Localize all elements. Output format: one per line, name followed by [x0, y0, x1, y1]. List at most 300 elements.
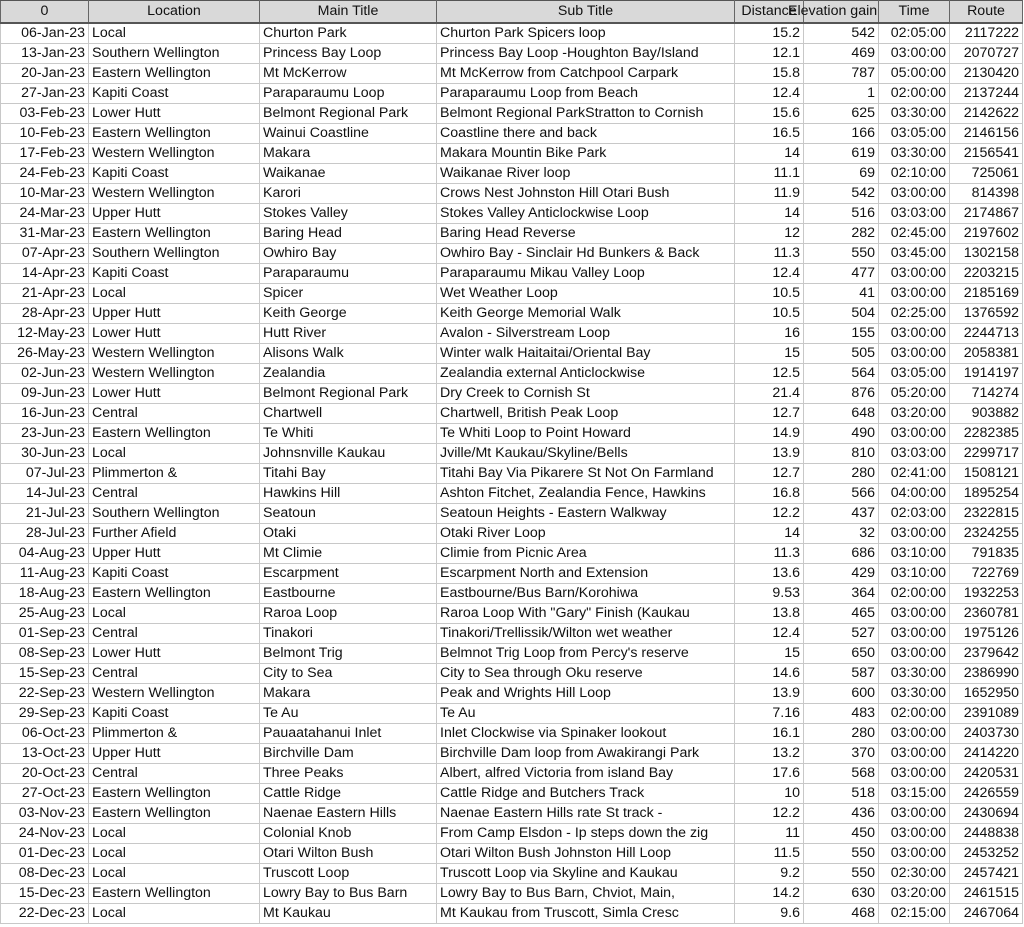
location-cell[interactable]: Central [89, 624, 260, 644]
date-cell[interactable]: 28-Apr-23 [1, 304, 89, 324]
distance-cell[interactable]: 14 [735, 144, 804, 164]
route-cell[interactable]: 1508121 [950, 464, 1023, 484]
elevation-gain-cell[interactable]: 587 [804, 664, 879, 684]
time-cell[interactable]: 05:20:00 [879, 384, 950, 404]
sub-title-cell[interactable]: Coastline there and back [437, 124, 735, 144]
sub-title-cell[interactable]: Avalon - Silverstream Loop [437, 324, 735, 344]
main-title-cell[interactable]: Makara [260, 144, 437, 164]
main-title-cell[interactable]: Colonial Knob [260, 824, 437, 844]
sub-title-cell[interactable]: Seatoun Heights - Eastern Walkway [437, 504, 735, 524]
main-title-cell[interactable]: Paraparaumu Loop [260, 84, 437, 104]
elevation-gain-cell[interactable]: 504 [804, 304, 879, 324]
route-cell[interactable]: 1302158 [950, 244, 1023, 264]
route-cell[interactable]: 2197602 [950, 224, 1023, 244]
distance-cell[interactable]: 11.5 [735, 844, 804, 864]
main-title-cell[interactable]: Keith George [260, 304, 437, 324]
main-title-cell[interactable]: Titahi Bay [260, 464, 437, 484]
main-title-cell[interactable]: Naenae Eastern Hills [260, 804, 437, 824]
date-cell[interactable]: 27-Jan-23 [1, 84, 89, 104]
elevation-gain-cell[interactable]: 505 [804, 344, 879, 364]
location-cell[interactable]: Southern Wellington [89, 244, 260, 264]
elevation-gain-cell[interactable]: 469 [804, 44, 879, 64]
main-title-cell[interactable]: Otari Wilton Bush [260, 844, 437, 864]
elevation-gain-cell[interactable]: 542 [804, 184, 879, 204]
location-cell[interactable]: Local [89, 444, 260, 464]
main-title-cell[interactable]: Princess Bay Loop [260, 44, 437, 64]
time-cell[interactable]: 03:05:00 [879, 124, 950, 144]
sub-title-cell[interactable]: Cattle Ridge and Butchers Track [437, 784, 735, 804]
route-cell[interactable]: 2430694 [950, 804, 1023, 824]
main-title-cell[interactable]: Johnsnville Kaukau [260, 444, 437, 464]
route-cell[interactable]: 725061 [950, 164, 1023, 184]
distance-cell[interactable]: 9.6 [735, 904, 804, 924]
main-title-cell[interactable]: Pauaatahanui Inlet [260, 724, 437, 744]
distance-cell[interactable]: 12.2 [735, 504, 804, 524]
column-header-time[interactable]: Time [879, 1, 950, 24]
sub-title-cell[interactable]: Makara Mountin Bike Park [437, 144, 735, 164]
time-cell[interactable]: 03:03:00 [879, 444, 950, 464]
route-cell[interactable]: 2070727 [950, 44, 1023, 64]
date-cell[interactable]: 15-Sep-23 [1, 664, 89, 684]
sub-title-cell[interactable]: Birchville Dam loop from Awakirangi Park [437, 744, 735, 764]
column-header-main-title[interactable]: Main Title [260, 1, 437, 24]
elevation-gain-cell[interactable]: 370 [804, 744, 879, 764]
main-title-cell[interactable]: Alisons Walk [260, 344, 437, 364]
date-cell[interactable]: 06-Jan-23 [1, 23, 89, 44]
date-cell[interactable]: 06-Oct-23 [1, 724, 89, 744]
elevation-gain-cell[interactable]: 550 [804, 844, 879, 864]
date-cell[interactable]: 24-Feb-23 [1, 164, 89, 184]
time-cell[interactable]: 03:00:00 [879, 44, 950, 64]
time-cell[interactable]: 03:00:00 [879, 264, 950, 284]
sub-title-cell[interactable]: Peak and Wrights Hill Loop [437, 684, 735, 704]
date-cell[interactable]: 15-Dec-23 [1, 884, 89, 904]
sub-title-cell[interactable]: Churton Park Spicers loop [437, 23, 735, 44]
time-cell[interactable]: 03:30:00 [879, 144, 950, 164]
distance-cell[interactable]: 13.9 [735, 444, 804, 464]
distance-cell[interactable]: 13.6 [735, 564, 804, 584]
time-cell[interactable]: 03:00:00 [879, 804, 950, 824]
sub-title-cell[interactable]: Naenae Eastern Hills rate St track - [437, 804, 735, 824]
distance-cell[interactable]: 10 [735, 784, 804, 804]
elevation-gain-cell[interactable]: 566 [804, 484, 879, 504]
time-cell[interactable]: 02:05:00 [879, 23, 950, 44]
location-cell[interactable]: Upper Hutt [89, 744, 260, 764]
elevation-gain-cell[interactable]: 437 [804, 504, 879, 524]
route-cell[interactable]: 2058381 [950, 344, 1023, 364]
main-title-cell[interactable]: Three Peaks [260, 764, 437, 784]
time-cell[interactable]: 03:00:00 [879, 424, 950, 444]
date-cell[interactable]: 31-Mar-23 [1, 224, 89, 244]
main-title-cell[interactable]: Chartwell [260, 404, 437, 424]
route-cell[interactable]: 2426559 [950, 784, 1023, 804]
route-cell[interactable]: 2174867 [950, 204, 1023, 224]
sub-title-cell[interactable]: Truscott Loop via Skyline and Kaukau [437, 864, 735, 884]
distance-cell[interactable]: 11 [735, 824, 804, 844]
sub-title-cell[interactable]: Te Whiti Loop to Point Howard [437, 424, 735, 444]
main-title-cell[interactable]: Mt Kaukau [260, 904, 437, 924]
elevation-gain-cell[interactable]: 1 [804, 84, 879, 104]
elevation-gain-cell[interactable]: 490 [804, 424, 879, 444]
time-cell[interactable]: 02:00:00 [879, 584, 950, 604]
sub-title-cell[interactable]: Mt Kaukau from Truscott, Simla Cresc [437, 904, 735, 924]
time-cell[interactable]: 03:00:00 [879, 744, 950, 764]
distance-cell[interactable]: 12.5 [735, 364, 804, 384]
sub-title-cell[interactable]: Jville/Mt Kaukau/Skyline/Bells [437, 444, 735, 464]
sub-title-cell[interactable]: Winter walk Haitaitai/Oriental Bay [437, 344, 735, 364]
elevation-gain-cell[interactable]: 280 [804, 724, 879, 744]
main-title-cell[interactable]: Otaki [260, 524, 437, 544]
date-cell[interactable]: 01-Dec-23 [1, 844, 89, 864]
route-cell[interactable]: 791835 [950, 544, 1023, 564]
sub-title-cell[interactable]: Tinakori/Trellissik/Wilton wet weather [437, 624, 735, 644]
route-cell[interactable]: 2467064 [950, 904, 1023, 924]
date-cell[interactable]: 11-Aug-23 [1, 564, 89, 584]
elevation-gain-cell[interactable]: 41 [804, 284, 879, 304]
column-header-date[interactable]: 0 [1, 1, 89, 24]
sub-title-cell[interactable]: Ashton Fitchet, Zealandia Fence, Hawkins [437, 484, 735, 504]
time-cell[interactable]: 03:00:00 [879, 764, 950, 784]
location-cell[interactable]: Western Wellington [89, 364, 260, 384]
route-cell[interactable]: 1895254 [950, 484, 1023, 504]
route-cell[interactable]: 2453252 [950, 844, 1023, 864]
route-cell[interactable]: 2448838 [950, 824, 1023, 844]
location-cell[interactable]: Lower Hutt [89, 384, 260, 404]
time-cell[interactable]: 03:00:00 [879, 644, 950, 664]
distance-cell[interactable]: 11.9 [735, 184, 804, 204]
main-title-cell[interactable]: Zealandia [260, 364, 437, 384]
date-cell[interactable]: 22-Dec-23 [1, 904, 89, 924]
elevation-gain-cell[interactable]: 648 [804, 404, 879, 424]
route-cell[interactable]: 2156541 [950, 144, 1023, 164]
date-cell[interactable]: 20-Oct-23 [1, 764, 89, 784]
route-cell[interactable]: 2142622 [950, 104, 1023, 124]
elevation-gain-cell[interactable]: 876 [804, 384, 879, 404]
elevation-gain-cell[interactable]: 619 [804, 144, 879, 164]
sub-title-cell[interactable]: Stokes Valley Anticlockwise Loop [437, 204, 735, 224]
location-cell[interactable]: Local [89, 904, 260, 924]
sub-title-cell[interactable]: Baring Head Reverse [437, 224, 735, 244]
elevation-gain-cell[interactable]: 364 [804, 584, 879, 604]
date-cell[interactable]: 25-Aug-23 [1, 604, 89, 624]
time-cell[interactable]: 05:00:00 [879, 64, 950, 84]
date-cell[interactable]: 16-Jun-23 [1, 404, 89, 424]
sub-title-cell[interactable]: Waikanae River loop [437, 164, 735, 184]
main-title-cell[interactable]: Escarpment [260, 564, 437, 584]
time-cell[interactable]: 02:41:00 [879, 464, 950, 484]
time-cell[interactable]: 03:10:00 [879, 544, 950, 564]
route-cell[interactable]: 2414220 [950, 744, 1023, 764]
date-cell[interactable]: 14-Jul-23 [1, 484, 89, 504]
main-title-cell[interactable]: Owhiro Bay [260, 244, 437, 264]
elevation-gain-cell[interactable]: 465 [804, 604, 879, 624]
location-cell[interactable]: Central [89, 664, 260, 684]
route-cell[interactable]: 2146156 [950, 124, 1023, 144]
time-cell[interactable]: 03:20:00 [879, 404, 950, 424]
main-title-cell[interactable]: Baring Head [260, 224, 437, 244]
location-cell[interactable]: Eastern Wellington [89, 224, 260, 244]
route-cell[interactable]: 1932253 [950, 584, 1023, 604]
time-cell[interactable]: 03:45:00 [879, 244, 950, 264]
location-cell[interactable]: Eastern Wellington [89, 64, 260, 84]
main-title-cell[interactable]: Mt Climie [260, 544, 437, 564]
location-cell[interactable]: Western Wellington [89, 684, 260, 704]
distance-cell[interactable]: 13.9 [735, 684, 804, 704]
main-title-cell[interactable]: Belmont Trig [260, 644, 437, 664]
location-cell[interactable]: Southern Wellington [89, 504, 260, 524]
main-title-cell[interactable]: Birchville Dam [260, 744, 437, 764]
sub-title-cell[interactable]: Otaki River Loop [437, 524, 735, 544]
main-title-cell[interactable]: Hutt River [260, 324, 437, 344]
location-cell[interactable]: Kapiti Coast [89, 84, 260, 104]
main-title-cell[interactable]: Tinakori [260, 624, 437, 644]
time-cell[interactable]: 03:00:00 [879, 524, 950, 544]
distance-cell[interactable]: 16 [735, 324, 804, 344]
column-header-location[interactable]: Location [89, 1, 260, 24]
date-cell[interactable]: 14-Apr-23 [1, 264, 89, 284]
elevation-gain-cell[interactable]: 483 [804, 704, 879, 724]
distance-cell[interactable]: 14.2 [735, 884, 804, 904]
location-cell[interactable]: Kapiti Coast [89, 704, 260, 724]
date-cell[interactable]: 08-Sep-23 [1, 644, 89, 664]
distance-cell[interactable]: 13.2 [735, 744, 804, 764]
date-cell[interactable]: 21-Apr-23 [1, 284, 89, 304]
route-cell[interactable]: 2386990 [950, 664, 1023, 684]
date-cell[interactable]: 03-Feb-23 [1, 104, 89, 124]
elevation-gain-cell[interactable]: 477 [804, 264, 879, 284]
location-cell[interactable]: Local [89, 284, 260, 304]
elevation-gain-cell[interactable]: 625 [804, 104, 879, 124]
location-cell[interactable]: Upper Hutt [89, 304, 260, 324]
date-cell[interactable]: 01-Sep-23 [1, 624, 89, 644]
location-cell[interactable]: Kapiti Coast [89, 564, 260, 584]
sub-title-cell[interactable]: Dry Creek to Cornish St [437, 384, 735, 404]
route-cell[interactable]: 2457421 [950, 864, 1023, 884]
elevation-gain-cell[interactable]: 155 [804, 324, 879, 344]
main-title-cell[interactable]: Te Au [260, 704, 437, 724]
distance-cell[interactable]: 21.4 [735, 384, 804, 404]
elevation-gain-cell[interactable]: 550 [804, 864, 879, 884]
sub-title-cell[interactable]: Escarpment North and Extension [437, 564, 735, 584]
elevation-gain-cell[interactable]: 550 [804, 244, 879, 264]
location-cell[interactable]: Further Afield [89, 524, 260, 544]
sub-title-cell[interactable]: Crows Nest Johnston Hill Otari Bush [437, 184, 735, 204]
column-header-elevation-gain[interactable]: Elevation gain [804, 1, 879, 24]
sub-title-cell[interactable]: Albert, alfred Victoria from island Bay [437, 764, 735, 784]
route-cell[interactable]: 2360781 [950, 604, 1023, 624]
main-title-cell[interactable]: Waikanae [260, 164, 437, 184]
distance-cell[interactable]: 14 [735, 204, 804, 224]
location-cell[interactable]: Plimmerton & [89, 724, 260, 744]
location-cell[interactable]: Lower Hutt [89, 644, 260, 664]
sub-title-cell[interactable]: Paraparaumu Loop from Beach [437, 84, 735, 104]
main-title-cell[interactable]: Seatoun [260, 504, 437, 524]
date-cell[interactable]: 30-Jun-23 [1, 444, 89, 464]
elevation-gain-cell[interactable]: 686 [804, 544, 879, 564]
elevation-gain-cell[interactable]: 527 [804, 624, 879, 644]
location-cell[interactable]: Western Wellington [89, 344, 260, 364]
sub-title-cell[interactable]: Otari Wilton Bush Johnston Hill Loop [437, 844, 735, 864]
time-cell[interactable]: 02:00:00 [879, 84, 950, 104]
location-cell[interactable]: Kapiti Coast [89, 264, 260, 284]
main-title-cell[interactable]: Wainui Coastline [260, 124, 437, 144]
main-title-cell[interactable]: Truscott Loop [260, 864, 437, 884]
route-cell[interactable]: 903882 [950, 404, 1023, 424]
route-cell[interactable]: 2282385 [950, 424, 1023, 444]
sub-title-cell[interactable]: Inlet Clockwise via Spinaker lookout [437, 724, 735, 744]
main-title-cell[interactable]: Lowry Bay to Bus Barn [260, 884, 437, 904]
sub-title-cell[interactable]: Zealandia external Anticlockwise [437, 364, 735, 384]
date-cell[interactable]: 17-Feb-23 [1, 144, 89, 164]
distance-cell[interactable]: 13.8 [735, 604, 804, 624]
sub-title-cell[interactable]: Te Au [437, 704, 735, 724]
location-cell[interactable]: Local [89, 864, 260, 884]
location-cell[interactable]: Upper Hutt [89, 544, 260, 564]
route-cell[interactable]: 2324255 [950, 524, 1023, 544]
sub-title-cell[interactable]: Mt McKerrow from Catchpool Carpark [437, 64, 735, 84]
sub-title-cell[interactable]: Lowry Bay to Bus Barn, Chviot, Main, [437, 884, 735, 904]
time-cell[interactable]: 03:30:00 [879, 104, 950, 124]
distance-cell[interactable]: 16.1 [735, 724, 804, 744]
date-cell[interactable]: 10-Feb-23 [1, 124, 89, 144]
elevation-gain-cell[interactable]: 600 [804, 684, 879, 704]
route-cell[interactable]: 722769 [950, 564, 1023, 584]
distance-cell[interactable]: 12.4 [735, 264, 804, 284]
distance-cell[interactable]: 14.6 [735, 664, 804, 684]
date-cell[interactable]: 09-Jun-23 [1, 384, 89, 404]
date-cell[interactable]: 22-Sep-23 [1, 684, 89, 704]
location-cell[interactable]: Eastern Wellington [89, 584, 260, 604]
elevation-gain-cell[interactable]: 630 [804, 884, 879, 904]
date-cell[interactable]: 24-Mar-23 [1, 204, 89, 224]
route-cell[interactable]: 714274 [950, 384, 1023, 404]
time-cell[interactable]: 03:00:00 [879, 344, 950, 364]
route-cell[interactable]: 1652950 [950, 684, 1023, 704]
distance-cell[interactable]: 12.4 [735, 84, 804, 104]
main-title-cell[interactable]: Makara [260, 684, 437, 704]
route-cell[interactable]: 2117222 [950, 23, 1023, 44]
distance-cell[interactable]: 12.7 [735, 464, 804, 484]
route-cell[interactable]: 2137244 [950, 84, 1023, 104]
time-cell[interactable]: 03:30:00 [879, 664, 950, 684]
distance-cell[interactable]: 12.1 [735, 44, 804, 64]
date-cell[interactable]: 29-Sep-23 [1, 704, 89, 724]
main-title-cell[interactable]: Stokes Valley [260, 204, 437, 224]
date-cell[interactable]: 26-May-23 [1, 344, 89, 364]
column-header-sub-title[interactable]: Sub Title [437, 1, 735, 24]
route-cell[interactable]: 2322815 [950, 504, 1023, 524]
column-header-route[interactable]: Route [950, 1, 1023, 24]
main-title-cell[interactable]: Raroa Loop [260, 604, 437, 624]
elevation-gain-cell[interactable]: 787 [804, 64, 879, 84]
distance-cell[interactable]: 10.5 [735, 284, 804, 304]
date-cell[interactable]: 27-Oct-23 [1, 784, 89, 804]
time-cell[interactable]: 03:00:00 [879, 184, 950, 204]
sub-title-cell[interactable]: Chartwell, British Peak Loop [437, 404, 735, 424]
column-header-distance[interactable]: Distance [735, 1, 804, 24]
route-cell[interactable]: 2391089 [950, 704, 1023, 724]
main-title-cell[interactable]: Paraparaumu [260, 264, 437, 284]
time-cell[interactable]: 03:00:00 [879, 624, 950, 644]
location-cell[interactable]: Central [89, 404, 260, 424]
sub-title-cell[interactable]: Paraparaumu Mikau Valley Loop [437, 264, 735, 284]
date-cell[interactable]: 10-Mar-23 [1, 184, 89, 204]
distance-cell[interactable]: 15.8 [735, 64, 804, 84]
distance-cell[interactable]: 15 [735, 644, 804, 664]
location-cell[interactable]: Local [89, 604, 260, 624]
location-cell[interactable]: Upper Hutt [89, 204, 260, 224]
location-cell[interactable]: Kapiti Coast [89, 164, 260, 184]
elevation-gain-cell[interactable]: 516 [804, 204, 879, 224]
distance-cell[interactable]: 11.3 [735, 544, 804, 564]
distance-cell[interactable]: 15 [735, 344, 804, 364]
date-cell[interactable]: 04-Aug-23 [1, 544, 89, 564]
route-cell[interactable]: 2403730 [950, 724, 1023, 744]
elevation-gain-cell[interactable]: 650 [804, 644, 879, 664]
location-cell[interactable]: Central [89, 764, 260, 784]
time-cell[interactable]: 03:15:00 [879, 784, 950, 804]
location-cell[interactable]: Eastern Wellington [89, 784, 260, 804]
main-title-cell[interactable]: Te Whiti [260, 424, 437, 444]
time-cell[interactable]: 02:00:00 [879, 704, 950, 724]
sub-title-cell[interactable]: Climie from Picnic Area [437, 544, 735, 564]
time-cell[interactable]: 02:15:00 [879, 904, 950, 924]
sub-title-cell[interactable]: From Camp Elsdon - Ip steps down the zig [437, 824, 735, 844]
main-title-cell[interactable]: Eastbourne [260, 584, 437, 604]
time-cell[interactable]: 03:30:00 [879, 684, 950, 704]
distance-cell[interactable]: 11.3 [735, 244, 804, 264]
date-cell[interactable]: 20-Jan-23 [1, 64, 89, 84]
date-cell[interactable]: 02-Jun-23 [1, 364, 89, 384]
time-cell[interactable]: 03:00:00 [879, 284, 950, 304]
location-cell[interactable]: Eastern Wellington [89, 804, 260, 824]
date-cell[interactable]: 21-Jul-23 [1, 504, 89, 524]
sub-title-cell[interactable]: Titahi Bay Via Pikarere St Not On Farmland [437, 464, 735, 484]
sub-title-cell[interactable]: Raroa Loop With "Gary" Finish (Kaukau [437, 604, 735, 624]
elevation-gain-cell[interactable]: 436 [804, 804, 879, 824]
date-cell[interactable]: 12-May-23 [1, 324, 89, 344]
route-cell[interactable]: 1376592 [950, 304, 1023, 324]
main-title-cell[interactable]: Cattle Ridge [260, 784, 437, 804]
time-cell[interactable]: 03:00:00 [879, 844, 950, 864]
distance-cell[interactable]: 12.4 [735, 624, 804, 644]
distance-cell[interactable]: 16.5 [735, 124, 804, 144]
location-cell[interactable]: Local [89, 824, 260, 844]
time-cell[interactable]: 02:45:00 [879, 224, 950, 244]
distance-cell[interactable]: 12.7 [735, 404, 804, 424]
sub-title-cell[interactable]: Princess Bay Loop -Houghton Bay/Island [437, 44, 735, 64]
elevation-gain-cell[interactable]: 542 [804, 23, 879, 44]
date-cell[interactable]: 28-Jul-23 [1, 524, 89, 544]
time-cell[interactable]: 02:10:00 [879, 164, 950, 184]
distance-cell[interactable]: 12.2 [735, 804, 804, 824]
distance-cell[interactable]: 14.9 [735, 424, 804, 444]
time-cell[interactable]: 03:00:00 [879, 724, 950, 744]
sub-title-cell[interactable]: Keith George Memorial Walk [437, 304, 735, 324]
elevation-gain-cell[interactable]: 468 [804, 904, 879, 924]
date-cell[interactable]: 08-Dec-23 [1, 864, 89, 884]
elevation-gain-cell[interactable]: 450 [804, 824, 879, 844]
distance-cell[interactable]: 16.8 [735, 484, 804, 504]
date-cell[interactable]: 07-Apr-23 [1, 244, 89, 264]
time-cell[interactable]: 03:20:00 [879, 884, 950, 904]
route-cell[interactable]: 2299717 [950, 444, 1023, 464]
date-cell[interactable]: 07-Jul-23 [1, 464, 89, 484]
elevation-gain-cell[interactable]: 280 [804, 464, 879, 484]
route-cell[interactable]: 2420531 [950, 764, 1023, 784]
elevation-gain-cell[interactable]: 69 [804, 164, 879, 184]
time-cell[interactable]: 02:30:00 [879, 864, 950, 884]
